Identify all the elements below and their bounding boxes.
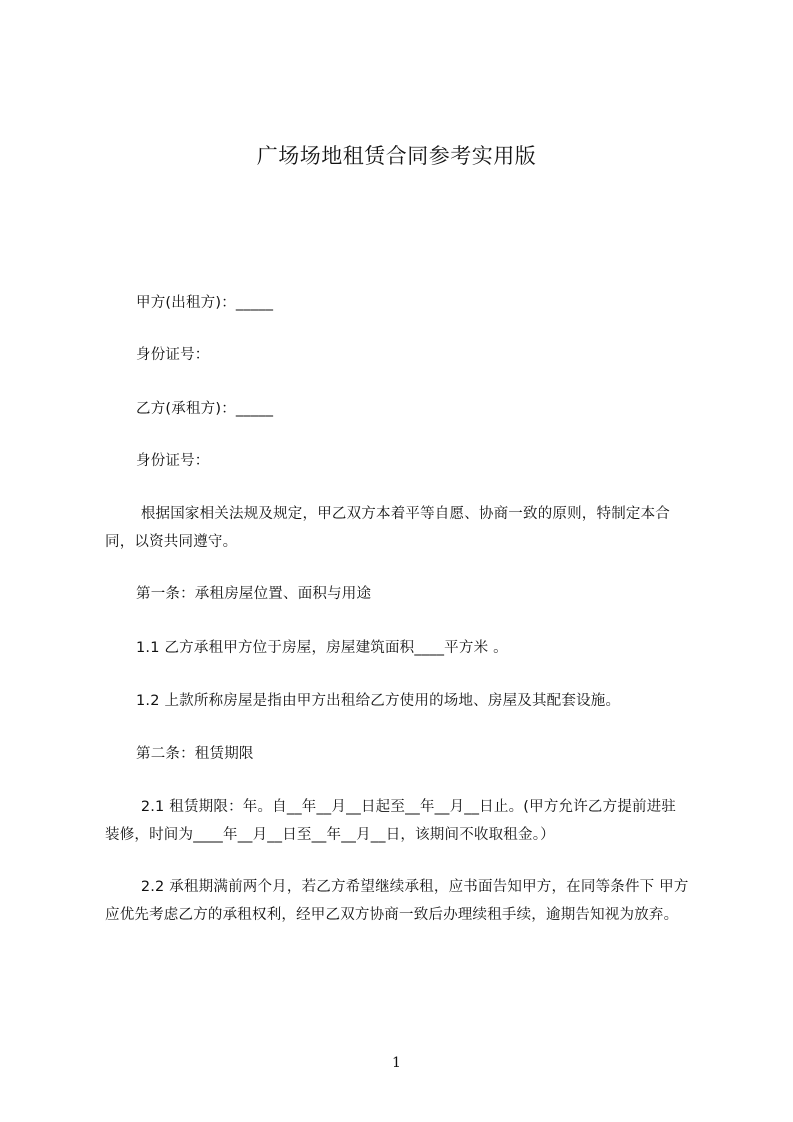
clause-2-1: 2.1 租赁期限：年。自__年__月__日起至__年__月__日止。(甲方允许乙方提前进驻装修，时间为____年__月__日至__年__月__日，该期间不收取租金。） (105, 799, 677, 843)
party-a-line: 甲方(出租方)：_____ (136, 295, 274, 311)
page-number: 1 (392, 1055, 401, 1071)
clause-1-2: 1.2 上款所称房屋是指由甲方出租给乙方使用的场地、房屋及其配套设施。 (136, 693, 621, 709)
clause-2-2: 2.2 承租期满前两个月，若乙方希望继续承租，应书面告知甲方，在同等条件下 甲方应优先考虑乙方的承租权利，经甲乙双方协商一致后办理续租手续，逾期告知视为放弃。 (105, 879, 689, 923)
party-a-id-line: 身份证号： (136, 347, 210, 363)
preamble-paragraph: 根据国家相关法规及规定，甲乙双方本着平等自愿、协商一致的原则，特制定本合同，以资共同遵守。 (105, 506, 671, 550)
clause-1-1: 1.1 乙方承租甲方位于房屋，房屋建筑面积____平方米 。 (136, 640, 508, 656)
article-2-heading: 第二条：租赁期限 (136, 746, 254, 762)
party-b-line: 乙方(承租方)：_____ (136, 401, 274, 417)
document-title: 广场场地租赁合同参考实用版 (256, 144, 537, 168)
article-1-heading: 第一条：承租房屋位置、面积与用途 (136, 586, 372, 602)
party-b-id-line: 身份证号： (136, 453, 210, 469)
